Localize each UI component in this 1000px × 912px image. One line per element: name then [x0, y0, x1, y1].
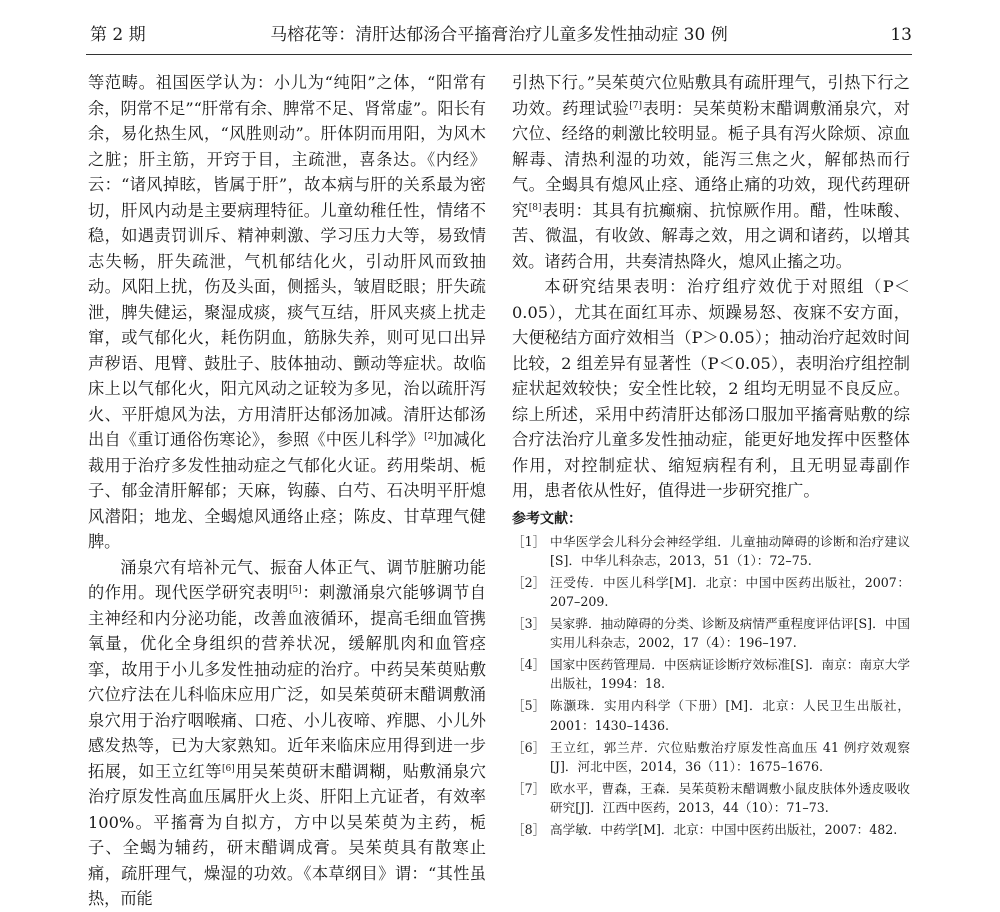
running-title: 马榕花等：清肝达郁汤合平搐膏治疗儿童多发性抽动症 30 例 — [270, 25, 728, 45]
reference-number: ［4］ — [512, 657, 546, 673]
body-paragraph — [512, 70, 910, 274]
body-paragraph — [88, 555, 486, 912]
reference-number: ［3］ — [512, 615, 546, 631]
reference-number: ［2］ — [512, 574, 546, 590]
reference-item — [512, 532, 910, 570]
reference-number: ［6］ — [512, 739, 546, 755]
running-header — [86, 20, 912, 52]
reference-item — [512, 696, 910, 734]
reference-number: ［7］ — [512, 780, 546, 796]
paragraph-text: ：刺激涌泉穴能够调节自主神经和内分泌功能，改善血液循环，提高毛细血管携氧量，优化全身组织的营养状况，缓解肌肉和血管痉挛，故用于小儿多发性抽动症的治疗。中药吴茱萸贴敷穴位疗法在儿科临床应用广泛，如吴茱萸研末醋调敷涌泉穴用于治疗咽喉痛、口疮、小儿夜啼、痄腮、小儿外感发热等，已为大家熟知。近年来临床应用得到进一步拓展，如王立红等 — [88, 583, 486, 781]
reference-item — [512, 779, 910, 817]
citation-mark: [6] — [222, 763, 235, 774]
reference-item — [512, 614, 910, 652]
reference-text: 欧水平，曹森，王森．吴茱萸粉末醋调敷小鼠皮肤体外透皮吸收研究[J]．江西中医药，2013，44（10）：71–73. — [550, 780, 910, 815]
reference-item — [512, 820, 910, 839]
reference-number: ［1］ — [512, 533, 546, 549]
references-heading: 参考文献： — [512, 510, 582, 527]
paragraph-text: 用吴茱萸研末醋调糊，贴敷涌泉穴治疗原发性高血压属肝火上炎、肝阳上亢证者，有效率 100%。平搐膏为自拟方，方中以吴茱萸为主药，栀子、全蝎为辅药，研末醋调成膏。吴茱萸具有散寒止痛，疏肝理气，燥湿的功效。《本草纲目》谓：“其性虽热，而能 — [88, 761, 486, 908]
citation-mark: [8] — [528, 202, 542, 213]
paragraph-text: 等范畴。祖国医学认为：小儿为“纯阳”之体，“阳常有余，阴常不足”“肝常有余、脾常不足、肾常虚”。阳长有余，易化热生风，“风胜则动”。肝体阴而用阳，为风木之脏；肝主筋，开窍于目，主疏泄，喜条达。《内经》云：“诸风掉眩，皆属于肝”，故本病与肝的关系最为密切，肝风内动是主要病理特征。儿童幼稚任性，情绪不稳，如遇责罚训斥、精神刺激、学习压力大等，易致情志失畅，肝失疏泄，气机郁结化火，引动肝风而致抽动。风阳上扰，伤及头面，侧摇头，皱眉眨眼；肝失疏泄，脾失健运，聚湿成痰，痰气互结，肝风夹痰上扰走窜，或气郁化火，耗伤阴血，筋脉失养，则可见口出异声秽语、甩臂、鼓肚子、肢体抽动、颤动等症状。故临床上以气郁化火，阳亢风动之证较为多见，治以疏肝泻火、平肝熄风为法，方用清肝达郁汤加减。清肝达郁汤出自《重订通俗伤寒论》，参照《中医儿科学》 — [88, 73, 486, 449]
page-number: 13 — [890, 25, 912, 45]
reference-text: 国家中医药管理局．中医病证诊断疗效标准[S]．南京：南京大学出版社，1994：18. — [550, 657, 910, 692]
reference-text: 王立红，郭兰芹．穴位贴敷治疗原发性高血压 41 例疗效观察[J]．河北中医，2014，36（11）：1675–1676. — [550, 739, 910, 774]
citation-mark: [5] — [289, 585, 302, 595]
left-column — [88, 70, 486, 912]
paragraph-text: 表明：其具有抗癫痫、抗惊厥作用。醋，性味酸、苦、微温，有收敛、解毒之效，用之调和诸药，以增其效。诸药合用，共奏清热降火，熄风止搐之功。 — [512, 200, 910, 271]
reference-text: 中华医学会儿科分会神经学组．儿童抽动障碍的诊断和治疗建议[S]．中华儿科杂志，2013，51（1）：72–75. — [550, 533, 910, 568]
issue-label: 第 2 期 — [90, 25, 146, 45]
right-column — [512, 70, 910, 842]
reference-text: 汪受传．中医儿科学[M]．北京：中国中医药出版社，2007：207–209. — [550, 574, 910, 609]
citation-mark: [7] — [629, 100, 642, 111]
reference-text: 高学敏．中药学[M]．北京：中国中医药出版社，2007：482. — [550, 821, 898, 837]
body-paragraph — [88, 70, 486, 555]
reference-text: 陈灏珠．实用内科学（下册）[M]．北京：人民卫生出版社，2001：1430–1436. — [550, 698, 910, 733]
reference-item — [512, 738, 910, 776]
reference-item — [512, 655, 910, 693]
reference-item — [512, 573, 910, 611]
paragraph-text: 本研究结果表明：治疗组疗效优于对照组（P＜0.05），尤其在面红耳赤、烦躁易怒、夜寐不安方面，大便秘结方面疗效相当（P＞0.05）；抽动治疗起效时间比较，2 组差异有显著性（P＜0.05），表明治疗组控制症状起效较快；安全性比较，2 组均无明显不良反应。综上所述，采用中药清肝达郁汤口服加平搐膏贴敷的综合疗法治疗儿童多发性抽动症，能更好地发挥中医整体作用，对控制症状、缩短病程有利，且无明显毒副作用，患者依从性好，值得进一步研究推广。 — [512, 277, 910, 500]
paragraph-text: 引热下行。”吴茱萸穴位贴敷具有疏肝理气，引热下行之功效。药理试验 — [512, 73, 910, 118]
reference-number: ［8］ — [512, 821, 546, 837]
paragraph-text: 加减化裁用于治疗多发性抽动症之气郁化火证。药用柴胡、栀子、郁金清肝解郁；天麻，钩藤、白芍、石决明平肝熄风潜阳；地龙、全蝎熄风通络止痉；陈皮、甘草理气健脾。 — [88, 430, 486, 551]
paragraph-text: 涌泉穴有培补元气、振奋人体正气、调节脏腑功能的作用。现代医学研究表明 — [88, 557, 486, 602]
citation-mark: [2] — [424, 432, 437, 442]
reference-list — [512, 532, 910, 840]
paragraph-text: 表明：吴茱萸粉末醋调敷涌泉穴，对穴位、经络的刺激比较明显。栀子具有泻火除烦、凉血解毒、清热利湿的功效，能泻三焦之火，解郁热而行气。全蝎具有熄风止痉、通络止痛的功效，现代药理研究 — [512, 98, 910, 220]
reference-text: 吴家骅．抽动障碍的分类、诊断及病情严重程度评估评[S]．中国实用儿科杂志，2002，17（4）：196–197. — [550, 615, 910, 651]
body-paragraph — [512, 274, 910, 504]
reference-number: ［5］ — [512, 698, 546, 714]
header-rule — [86, 54, 912, 55]
